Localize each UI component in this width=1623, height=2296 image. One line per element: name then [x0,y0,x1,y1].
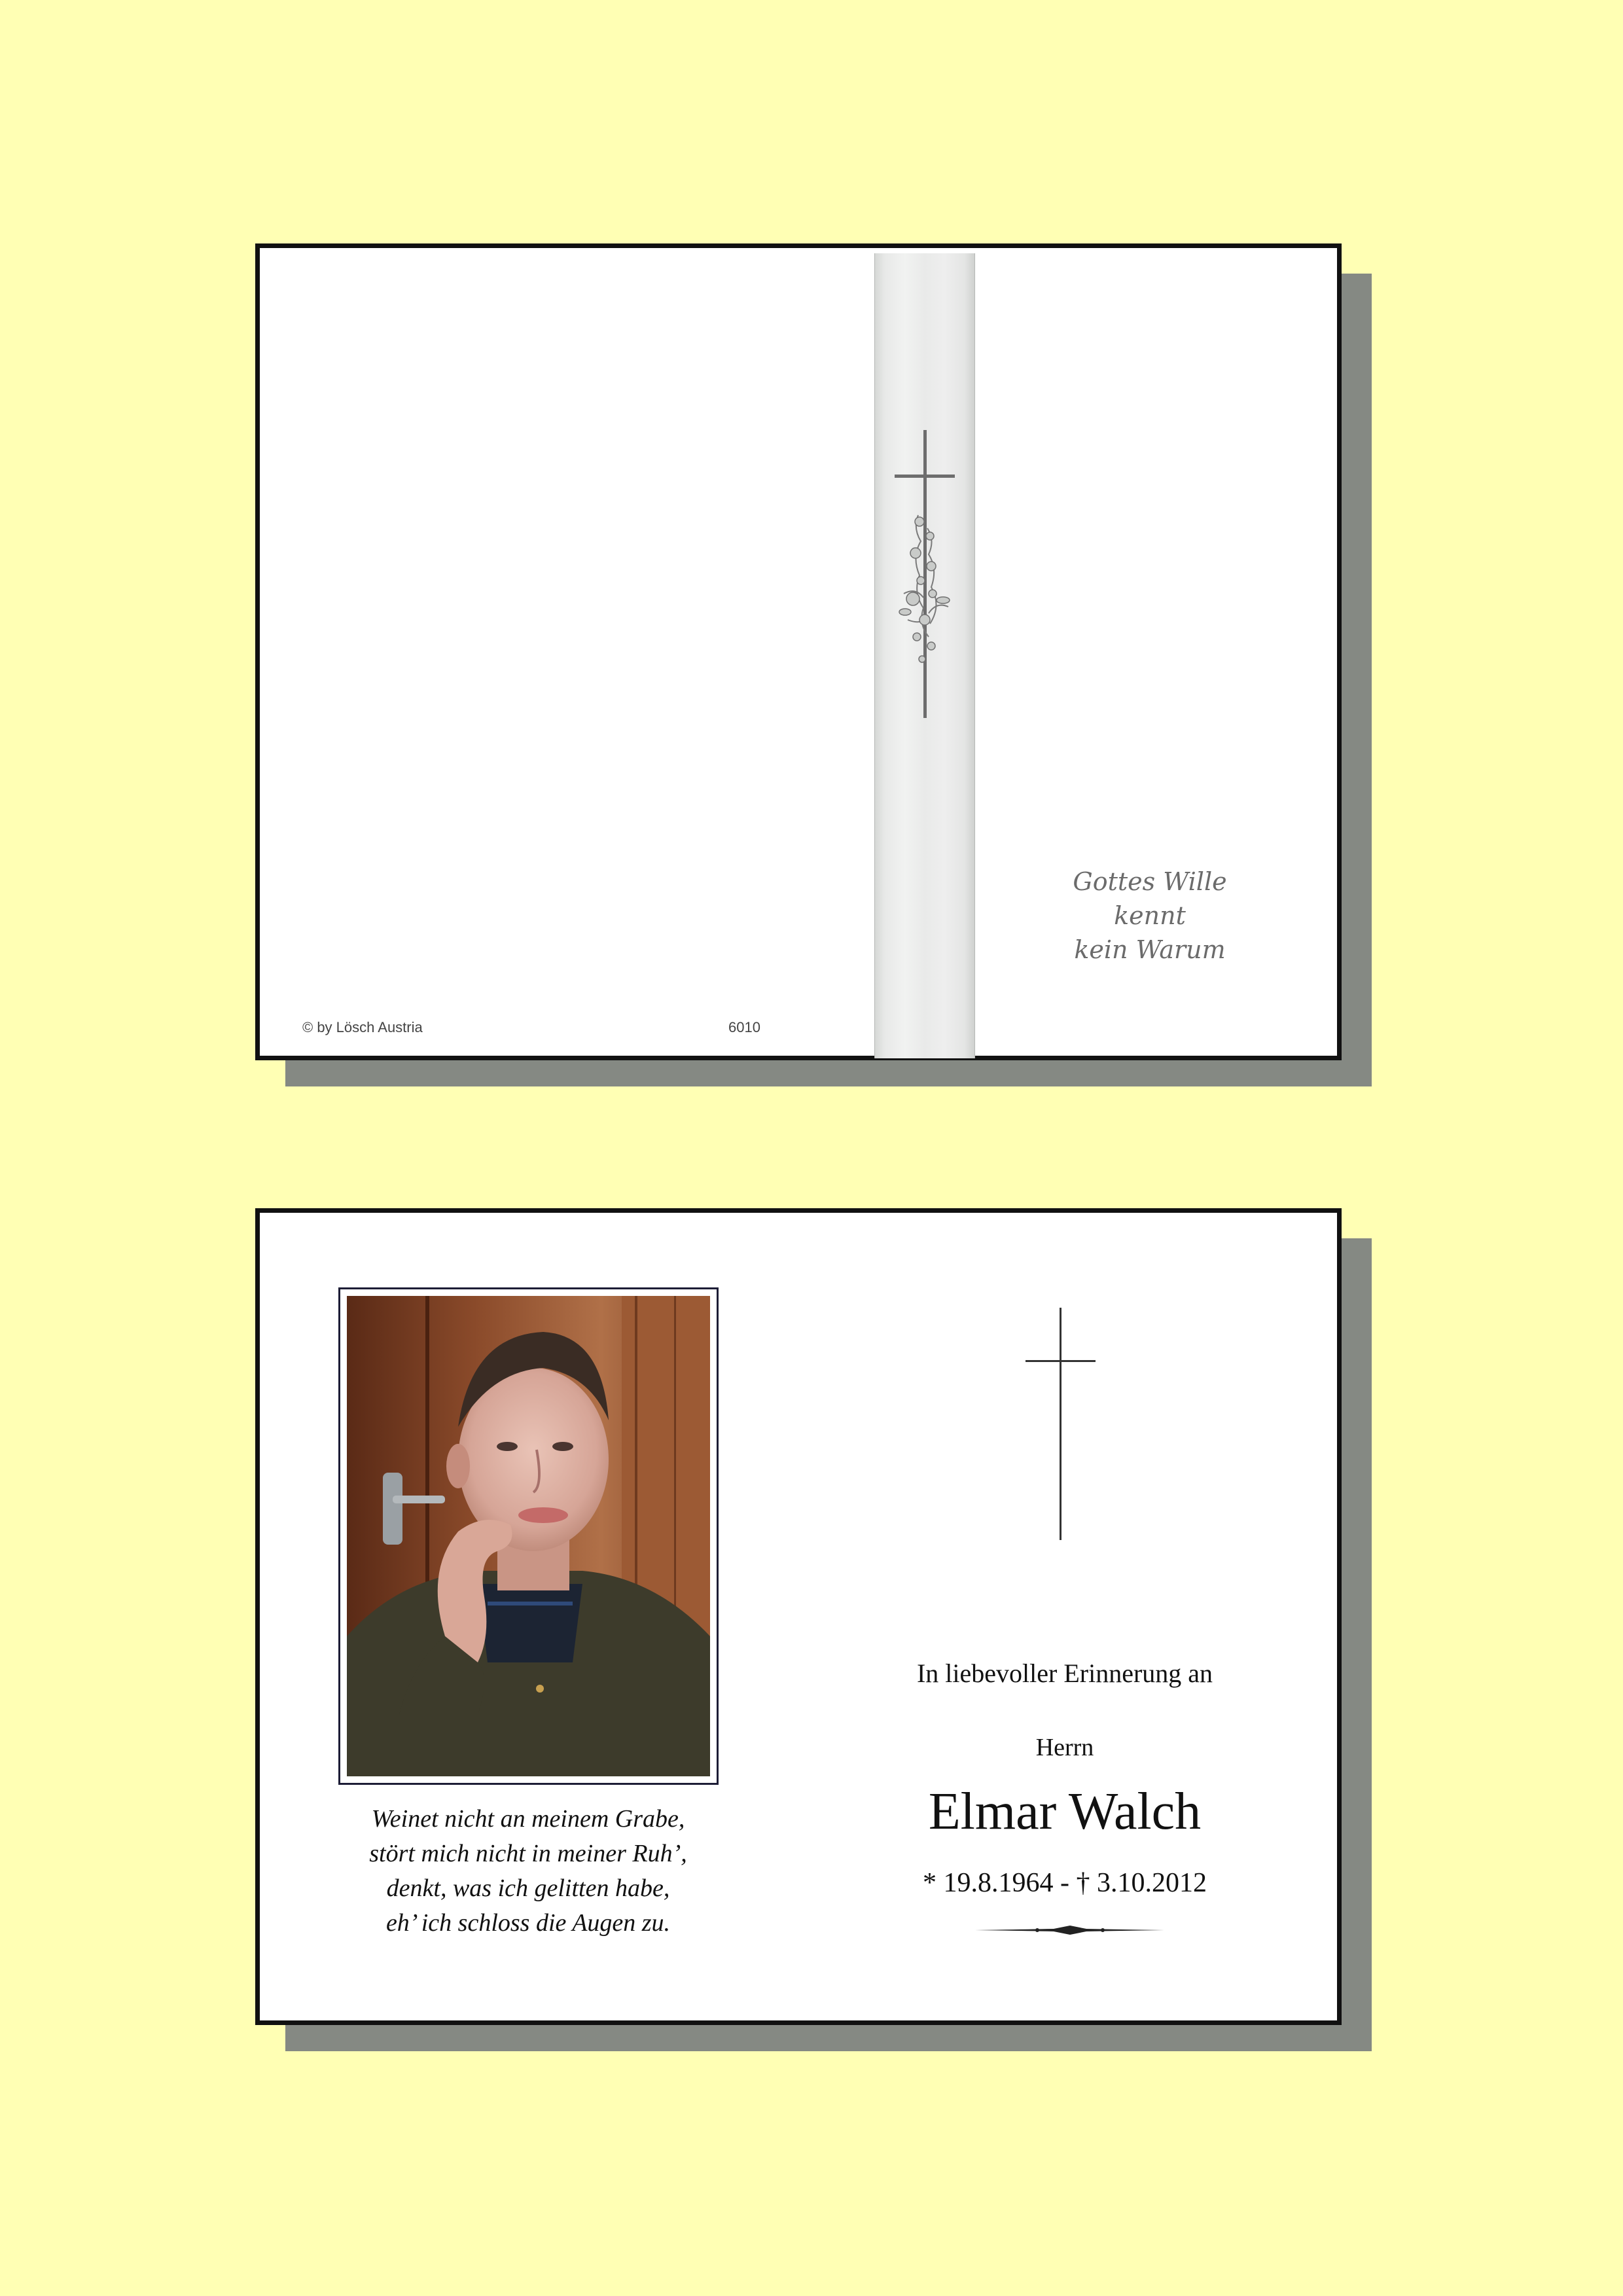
quote-line: kennt [1114,901,1186,930]
quote-outside [1045,865,1255,967]
quote-line: kein Warum [1074,935,1226,964]
poem-line: stört mich nicht in meiner Ruh’, [369,1840,687,1867]
card-outside [255,243,1342,1060]
portrait-frame [338,1287,719,1785]
poem-line: Weinet nicht an meinem Grabe, [371,1805,685,1833]
poem-line: denkt, was ich gelitten habe, [386,1874,670,1902]
cross-icon [1026,1308,1097,1540]
cross-with-flowers-icon [875,253,974,1058]
deceased-name: Elmar Walch [928,1783,1202,1840]
life-dates: * 19.8.1964 - † 3.10.2012 [923,1868,1207,1898]
portrait-image [347,1296,710,1776]
publisher-credit: © by Lösch Austria [302,1019,423,1035]
portrait-photo [347,1296,710,1776]
decorative-ribbon [874,253,975,1058]
salutation: Herrn [1035,1734,1094,1761]
quote-line: Gottes Wille [1073,867,1227,896]
card-inside [255,1208,1342,2025]
poem-line: eh’ ich schloss die Augen zu. [385,1909,671,1937]
product-code: 6010 [728,1019,760,1035]
divider-ornament-icon [975,1924,1165,1937]
intro-text: In liebevoller Erinnerung an [916,1659,1213,1688]
memorial-poem [332,1802,724,1941]
